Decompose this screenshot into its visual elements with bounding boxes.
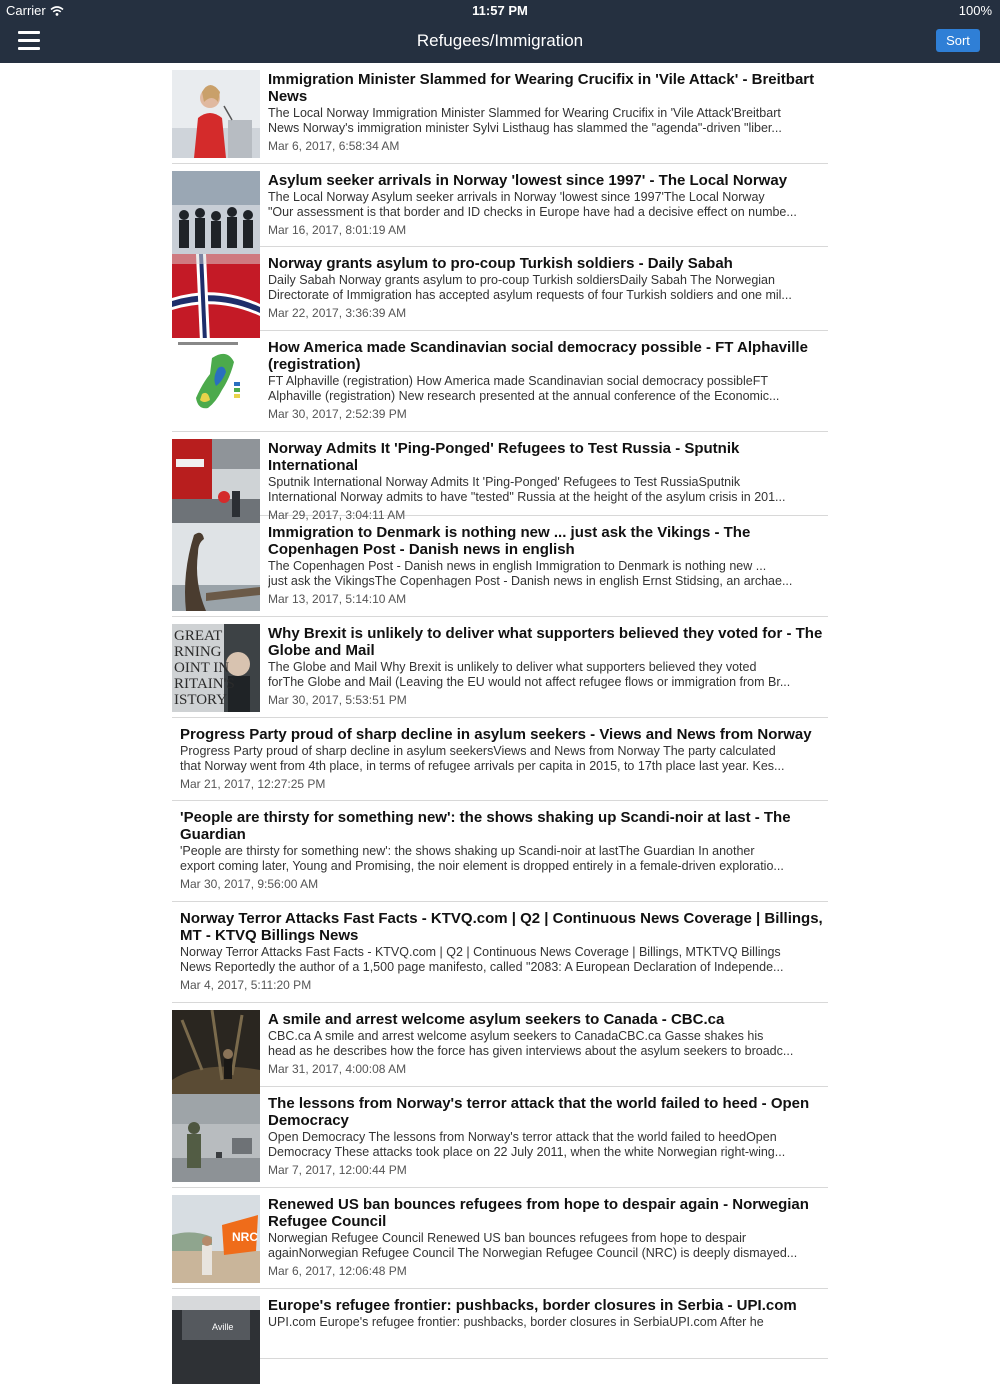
woman-speaking-podium-icon xyxy=(172,70,260,158)
article-item[interactable] xyxy=(172,902,828,1003)
article-text xyxy=(268,255,828,321)
summary-line: Open Democracy The lessons from Norway's terror attack that the world failed to heedOpen xyxy=(268,1130,777,1144)
article-headline xyxy=(268,440,828,474)
article-item[interactable] xyxy=(172,247,828,331)
summary-line: Norway Terror Attacks Fast Facts - KTVQ.com | Q2 | Continuous News Coverage | Billings, MTKTVQ Billings xyxy=(180,945,781,959)
summary-line: The Globe and Mail Why Brexit is unlikely to deliver what supporters believed they voted xyxy=(268,660,757,674)
article-text xyxy=(268,625,828,708)
summary-line: forThe Globe and Mail (Leaving the EU would not affect refugee flows or immigration from Br... xyxy=(268,675,791,689)
headline-line: A smile and arrest welcome asylum seekers to Canada - CBC.ca xyxy=(268,1011,725,1028)
article-summary xyxy=(268,374,828,404)
article-text xyxy=(268,339,828,422)
soldier-street-icon xyxy=(172,1094,260,1182)
serbia-border-icon xyxy=(172,1296,260,1384)
article-headline xyxy=(268,524,828,558)
article-text xyxy=(180,910,828,993)
article-headline xyxy=(268,1196,828,1230)
svg-text:ISTORY: ISTORY xyxy=(174,692,228,708)
summary-line: Progress Party proud of sharp decline in asylum seekersViews and News from Norway The party calculated xyxy=(180,744,776,758)
article-date: Mar 30, 2017, 9:56:00 AM xyxy=(180,877,319,891)
article-date: Mar 16, 2017, 8:01:19 AM xyxy=(268,223,407,237)
article-text xyxy=(268,524,828,607)
article-item[interactable] xyxy=(172,801,828,902)
headline-line: How America made Scandinavian social democracy possible - FT Alphaville xyxy=(268,339,808,356)
article-headline xyxy=(180,726,828,743)
group-of-people-icon xyxy=(172,171,260,259)
article-text xyxy=(268,71,828,154)
border-station-icon xyxy=(172,439,260,527)
headline-line: Refugee Council xyxy=(268,1213,387,1230)
summary-line: News Reportedly the author of a 1,500 page manifesto, called "2083: A European Declaration of Independe... xyxy=(180,960,784,974)
article-text xyxy=(180,726,828,792)
summary-line: Alphaville (registration) New research presented at the annual conference of the Economic... xyxy=(268,389,780,403)
sort-button[interactable]: Sort xyxy=(936,29,980,52)
summary-line: FT Alphaville (registration) How America made Scandinavian social democracy possibleFT xyxy=(268,374,768,388)
summary-line: "Our assessment is that border and ID checks in Europe have had a decisive effect on numbe... xyxy=(268,205,797,219)
page-title: Refugees/Immigration xyxy=(416,31,584,50)
night-border-crossing-icon xyxy=(172,1010,260,1098)
headline-line: Norway grants asylum to pro-coup Turkish soldiers - Daily Sabah xyxy=(268,255,733,272)
article-headline xyxy=(180,910,828,944)
headline-line: Asylum seeker arrivals in Norway 'lowest since 1997' - The Local Norway xyxy=(268,172,788,189)
article-headline xyxy=(268,172,828,189)
norwegian-flag-icon xyxy=(172,254,260,342)
article-item[interactable] xyxy=(172,432,828,522)
summary-line: 'People are thirsty for something new': the shows shaking up Scandi-noir at lastThe Guardian In another xyxy=(180,844,755,858)
summary-line: Sputnik International Norway Admits It 'Ping-Ponged' Refugees to Test RussiaSputnik xyxy=(268,475,741,489)
article-date: Mar 21, 2017, 12:27:25 PM xyxy=(180,777,326,791)
article-text xyxy=(268,440,828,523)
article-summary xyxy=(268,1029,828,1059)
headline-line: News xyxy=(268,88,308,105)
svg-text:Aville: Aville xyxy=(212,1322,234,1332)
summary-line: againNorwegian Refugee Council The Norwegian Refugee Council (NRC) is deeply dismayed... xyxy=(268,1246,798,1260)
summary-line: UPI.com Europe's refugee frontier: pushbacks, border closures in SerbiaUPI.com After he xyxy=(268,1315,764,1329)
summary-line: Daily Sabah Norway grants asylum to pro-coup Turkish soldiersDaily Sabah The Norwegian xyxy=(268,273,775,287)
brexit-poster-icon xyxy=(172,624,260,712)
article-headline xyxy=(268,255,828,272)
headline-line: Democracy xyxy=(268,1112,349,1129)
svg-text:OINT IN: OINT IN xyxy=(174,660,230,676)
article-item[interactable] xyxy=(172,516,828,617)
viking-ship-icon xyxy=(172,523,260,611)
headline-line: Progress Party proud of sharp decline in asylum seekers - Views and News from Norway xyxy=(180,726,812,743)
navigation-bar xyxy=(0,20,1000,63)
article-headline xyxy=(268,71,828,105)
article-headline xyxy=(268,1011,828,1028)
headline-line: Norway Admits It 'Ping-Ponged' Refugees to Test Russia - Sputnik International xyxy=(268,440,740,474)
headline-line: The lessons from Norway's terror attack that the world failed to heed - Open xyxy=(268,1095,810,1112)
article-date: Mar 6, 2017, 12:06:48 PM xyxy=(268,1264,407,1278)
headline-line: Norway Terror Attacks Fast Facts - KTVQ.com | Q2 | Continuous News Coverage | Billings, xyxy=(180,910,823,927)
article-item[interactable] xyxy=(172,63,828,164)
article-item[interactable] xyxy=(172,1188,828,1289)
summary-line: The Local Norway Immigration Minister Slammed for Wearing Crucifix in 'Vile Attack'Breitbart xyxy=(268,106,781,120)
carrier-label: Carrier xyxy=(6,3,46,18)
clock: 11:57 PM xyxy=(472,3,528,18)
article-item[interactable] xyxy=(172,1003,828,1087)
article-date: Mar 29, 2017, 3:04:11 AM xyxy=(268,508,406,522)
summary-line: export coming later, Young and Promising, the noir element is dropped entirely in a female-driven exploratio... xyxy=(180,859,784,873)
svg-text:NRC: NRC xyxy=(232,1230,258,1244)
article-date: Mar 30, 2017, 2:52:39 PM xyxy=(268,407,407,421)
headline-line: Globe and Mail xyxy=(268,642,375,659)
article-text xyxy=(268,1297,828,1330)
summary-line: head as he describes how the force has given interviews about the asylum seekers to broadc... xyxy=(268,1044,794,1058)
article-summary xyxy=(180,844,828,874)
article-date: Mar 4, 2017, 5:11:20 PM xyxy=(180,978,312,992)
headline-line: Guardian xyxy=(180,826,246,843)
article-summary xyxy=(268,660,828,690)
nrc-flag-camp-icon xyxy=(172,1195,260,1283)
summary-line: Norwegian Refugee Council Renewed US ban bounces refugees from hope to despair xyxy=(268,1231,747,1245)
headline-line: (registration) xyxy=(268,356,361,373)
article-summary xyxy=(268,475,828,505)
article-summary xyxy=(180,744,828,774)
article-item[interactable] xyxy=(172,1087,828,1188)
summary-line: just ask the VikingsThe Copenhagen Post - Danish news in english Ernst Stidsing, an archae... xyxy=(268,574,793,588)
svg-text:GREAT: GREAT xyxy=(174,628,223,644)
summary-line: that Norway went from 4th place, in terms of refugee arrivals per capita in 2015, to 17th place last year. Kes... xyxy=(180,759,785,773)
article-summary xyxy=(268,273,828,303)
article-text xyxy=(180,809,828,892)
battery-level: 100% xyxy=(958,3,992,18)
summary-line: CBC.ca A smile and arrest welcome asylum seekers to CanadaCBC.ca Gasse shakes his xyxy=(268,1029,764,1043)
article-text xyxy=(268,1196,828,1279)
summary-line: Democracy These attacks took place on 22 July 2011, when the white Norwegian right-wing... xyxy=(268,1145,786,1159)
headline-line: MT - KTVQ Billings News xyxy=(180,927,359,944)
article-text xyxy=(268,1011,828,1077)
summary-line: Directorate of Immigration has accepted asylum requests of four Turkish soldiers and one mil... xyxy=(268,288,792,302)
article-headline xyxy=(268,1297,828,1314)
article-summary xyxy=(268,1315,828,1330)
article-date: Mar 22, 2017, 3:36:39 AM xyxy=(268,306,407,320)
article-headline xyxy=(268,339,828,373)
headline-line: Renewed US ban bounces refugees from hope to despair again - Norwegian xyxy=(268,1196,809,1213)
article-date: Mar 31, 2017, 4:00:08 AM xyxy=(268,1062,407,1076)
article-item[interactable] xyxy=(172,331,828,432)
article-text xyxy=(268,172,828,238)
headline-line: Immigration Minister Slammed for Wearing Crucifix in 'Vile Attack' - Breitbart xyxy=(268,71,815,88)
headline-line: 'People are thirsty for something new': the shows shaking up Scandi-noir at last - The xyxy=(180,809,791,826)
article-headline xyxy=(180,809,828,843)
headline-line: Immigration to Denmark is nothing new ... just ask the Vikings - The xyxy=(268,524,751,541)
status-bar xyxy=(0,0,1000,20)
article-date: Mar 6, 2017, 6:58:34 AM xyxy=(268,139,400,153)
article-date: Mar 7, 2017, 12:00:44 PM xyxy=(268,1163,407,1177)
article-headline xyxy=(268,1095,828,1129)
svg-text:RITAIN'S: RITAIN'S xyxy=(174,676,235,692)
article-headline xyxy=(268,625,828,659)
summary-line: International Norway admits to have "tested" Russia at the height of the asylum crisis in 201... xyxy=(268,490,786,504)
article-summary xyxy=(268,559,828,589)
summary-line: The Local Norway Asylum seeker arrivals in Norway 'lowest since 1997'The Local Norway xyxy=(268,190,765,204)
headline-line: Copenhagen Post - Danish news in english xyxy=(268,541,575,558)
article-summary xyxy=(268,190,828,220)
summary-line: News Norway's immigration minister Sylvi Listhaug has slammed the "agenda"-driven "liber... xyxy=(268,121,782,135)
article-date: Mar 13, 2017, 5:14:10 AM xyxy=(268,592,407,606)
article-item[interactable] xyxy=(172,718,828,801)
article-item[interactable] xyxy=(172,1289,828,1359)
article-item[interactable] xyxy=(172,617,828,718)
article-list xyxy=(172,63,828,1359)
headline-line: Europe's refugee frontier: pushbacks, border closures in Serbia - UPI.com xyxy=(268,1297,797,1314)
article-summary xyxy=(268,1231,828,1261)
article-summary xyxy=(180,945,828,975)
article-date: Mar 30, 2017, 5:53:51 PM xyxy=(268,693,407,707)
article-item[interactable] xyxy=(172,164,828,247)
article-text xyxy=(268,1095,828,1178)
svg-text:RNING: RNING xyxy=(174,644,222,660)
headline-line: Why Brexit is unlikely to deliver what supporters believed they voted for - The xyxy=(268,625,823,642)
article-summary xyxy=(268,106,828,136)
article-summary xyxy=(268,1130,828,1160)
summary-line: The Copenhagen Post - Danish news in english Immigration to Denmark is nothing new ... xyxy=(268,559,767,573)
scandinavia-map-icon xyxy=(172,338,260,426)
